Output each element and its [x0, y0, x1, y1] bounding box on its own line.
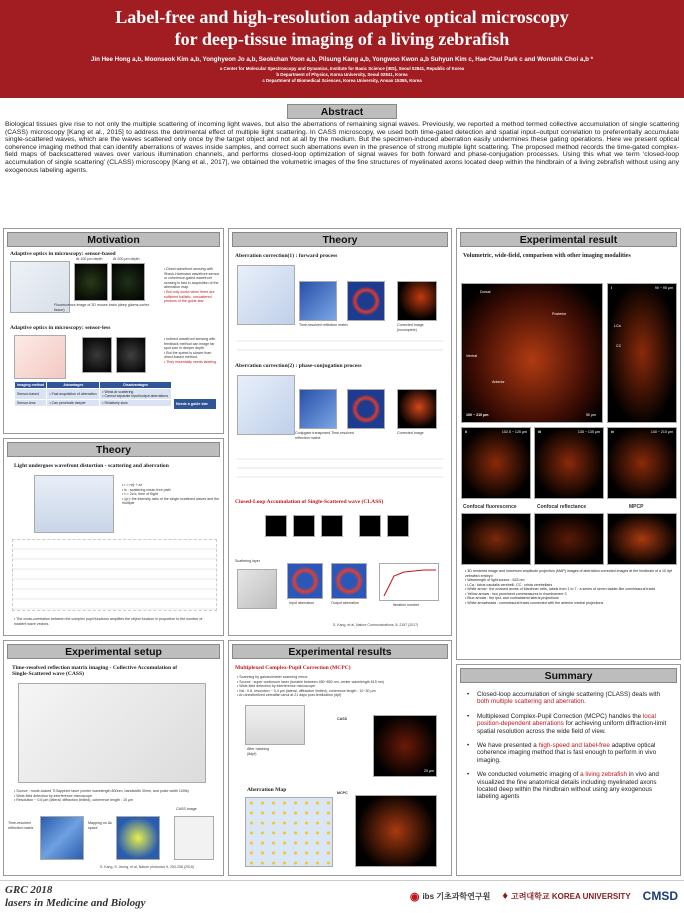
panel-depth-ii: 102.5 ~ 125 μm [501, 430, 527, 434]
aberration-map-grid [245, 797, 333, 867]
logo-row [410, 889, 678, 903]
sensor-less-diagram [14, 335, 66, 379]
table-header: Advantages [47, 382, 100, 389]
class-iteration-2 [293, 515, 315, 537]
class-label-scattering: Scattering layer [235, 559, 260, 563]
summary-text: Closed-loop accumulation of single scattering (CLASS) deals with [477, 691, 661, 698]
convergence-curve [380, 564, 440, 602]
depth-image-200 [111, 263, 145, 301]
conjugate-matrix [299, 389, 337, 429]
class-sample-diagram [237, 569, 277, 609]
depth-label-200: At 200 μm depth [113, 257, 140, 261]
summary-highlight: both multiple scattering and aberration. [477, 698, 586, 706]
table-row [15, 389, 172, 400]
setup-diagram [18, 683, 206, 783]
map-panel-iii [534, 427, 604, 499]
panel-label-ii: ii [465, 430, 467, 434]
motivation-bullet-1b: • But only works when there are sufficient ballistic, unscattered photons of the guide star. [164, 289, 215, 304]
motivation-bullets-1 [164, 267, 222, 304]
title-line-2: for deep-tissue imaging of a living zebrafish [174, 29, 510, 49]
abstract-text: Biological tissues give rise to not only the multiple scattering of incoming light waves, but also the aberrations of remaining signal waves. Previously, we reported a method termed collective accumulation of single scattering (CASS) microscopy [Kang et al., 2015] to address the detrimental effect of multiple light scattering. In CASS microscopy, we used both time-gated detection and spatial input–output correlation to preferentially accumulate single-scattered waves, which are the waves scattered only once by the target object and not at all by the medium. But the specimen-induced aberration easily undermines these gating operations. Here we present optical coherence imaging method that can identify aberrations of waves inside samples, and correct such aberrations even in the presence of strong multiple light scattering. The proposed method records the time-gated complex-field maps of backscattered waves over various illumination channels, and performs closed-loop optimization of signal waves for both forward and phase-conjugation processes. Using this what we term ‘closed-loop accumulation of single scattering’ (CLASS) microscopy [Kang et al., 2017], we obtained the volumetric images of the fine structures of myelinated axons located deep within the hindbrain of a living zebrafish without using any exogenous labeling agents. [5, 121, 679, 174]
theory-footnote: • The cross-correlation between the complex pupil functions amplifies the object function in proportion to the number of incident wave vectors. [14, 617, 203, 626]
legend-item: • τ = 2z/c, time of flight [122, 492, 158, 497]
motivation-heading: Motivation [7, 232, 220, 247]
depth-image-100 [74, 263, 108, 301]
poster-title [0, 0, 684, 50]
dk-space-image [116, 816, 160, 860]
conjugate-equation [237, 451, 443, 485]
forward-corrected-image [397, 281, 437, 321]
motivation-bullet-2c: • They essentially needs labeling. [164, 359, 218, 364]
result-bullet: • An anesthetized zebrafish larva at 21 days post-fertilization (dpf) [237, 693, 342, 698]
theory-legend [122, 483, 220, 506]
theory-left-panel [3, 438, 224, 636]
table-header: Disadvantages [100, 382, 172, 389]
cass-image [174, 816, 214, 860]
affiliations [0, 66, 684, 85]
class-output-aberration [331, 563, 367, 599]
theory-mid-panel [228, 228, 452, 636]
result-right-bullets [465, 569, 675, 605]
theory-mid-heading: Theory [232, 232, 448, 247]
forward-label-matrix: Time-resolved reflection matrix [299, 323, 348, 327]
zebrafish-photo [245, 705, 305, 745]
modality-label-reflectance: Confocal reflectance [537, 504, 587, 510]
summary-highlight: a living zebrafish [580, 771, 628, 779]
cmsd-logo-text: CMSD [642, 889, 678, 903]
forward-label-image: Corrected image (incomplete) [397, 323, 424, 332]
table-row [15, 400, 172, 407]
summary-text: adaptive optical coherence imaging method that is fast enough to perform in vivo imaging. [477, 742, 657, 764]
map-panel-iv [607, 427, 677, 499]
conjugate-label-image: Corrected image [397, 431, 424, 435]
poster-header [0, 0, 684, 98]
table-cell: • Weak at scattering • Cannot separate input/output aberrations [100, 389, 172, 400]
summary-highlight: high-speed and label-free [538, 742, 610, 750]
legend-item: • γ(r): the intensity ratio of the single scattered waves and the multiple [122, 496, 220, 506]
result-bullet: • Wide-field detection by interference microscope [237, 684, 315, 689]
setup-bullet: • Resolution ~ 0.6 μm (lateral, diffraction limited), coherence length : 15 μm [14, 798, 134, 803]
vol-label-scale: 50 μm [585, 413, 596, 418]
mcpc-result-image [355, 795, 437, 867]
legend-item: • ls : scattering mean free path [122, 487, 171, 492]
mpcp-image [607, 513, 677, 565]
results-label-aberration-map: Aberration Map [247, 787, 287, 793]
ku-crest-icon: ♦ [502, 890, 508, 902]
abstract-heading: Abstract [287, 104, 397, 119]
panel-label-lca: LCa [614, 324, 621, 328]
conjugate-corrected-image [397, 389, 437, 429]
motivation-bullet-2b: • But the speed is slower than direct-based method. [164, 350, 212, 360]
summary-highlight: local position-dependent aberrations [477, 712, 656, 728]
setup-sub: Time-resolved reflection matrix imaging - Collective Accumulation of Single-Scattered wave (CASS) [12, 665, 178, 677]
affiliation-b: b Department of Physics, Korea University, Seoul 02841, Korea [276, 72, 408, 78]
theory-left-heading: Theory [7, 442, 220, 457]
summary-list [457, 691, 680, 801]
results-label-cass: CASS [337, 717, 347, 721]
table-cell: Sensor-based [15, 389, 47, 400]
result-bullet: • Source : super continuum laser (tunable between 450~850 nm, center wavelength 615 nm) [237, 679, 384, 684]
panel-depth-iv: 140 ~ 210 μm [650, 430, 673, 434]
setup-bullets [14, 789, 214, 803]
class-convergence-plot [379, 563, 439, 601]
result-right-sub: Volumetric, wide-field, comparison with other imaging modalities [463, 253, 631, 259]
motivation-bullet-1a: • Direct wavefront sensing with Shack-Hartmann wavefront sensor or coherence-gated wavefront sensing is fast in acquisition of the aberration map. [164, 267, 220, 290]
results-label-hatching: After hatching (8dpf) [247, 747, 270, 756]
vol-label-anterior: Anterior [492, 380, 505, 384]
summary-heading: Summary [460, 668, 677, 683]
summary-item [463, 713, 674, 735]
class-iteration-4 [359, 515, 381, 537]
reflection-matrix-image [40, 816, 84, 860]
panel-depth-i: 90 ~ 95 μm [654, 286, 673, 290]
ibs-mark-icon: ◉ [409, 890, 420, 903]
summary-item [463, 771, 674, 801]
map-panel-ii [461, 427, 531, 499]
modality-label-fluorescence: Confocal fluorescence [463, 504, 517, 510]
ibs-logo [410, 890, 491, 903]
result-right-bullet: • LCa : lobus caudalis cerebelli, CC : crista cerebellaris [465, 582, 553, 587]
forward-matrix [299, 281, 337, 321]
summary-text: in vivo and visualized the fine anatomical details including myelinated axons located deep within the hindbrain without using any exogenous labeling agents [477, 771, 659, 801]
comparison-table [14, 381, 172, 407]
setup-citation: S. Kang, S. Jeong, et al, Nature photonics 9, 253-258 (2015) [100, 865, 194, 869]
class-input-aberration [287, 563, 323, 599]
abstract-section [0, 104, 684, 224]
modality-label-mpcp: MPCP [629, 504, 644, 510]
affiliation-c: c Department of Biomedical Sciences, Korea University, Ansan 15355, Korea [262, 78, 422, 84]
conference-line-1: GRC 2018 [5, 884, 53, 896]
result-right-bullet: • 3D rendered image and maximum amplitude projection (MAP) images of aberration corrected images at the hindbrain of a 10 dpf zebrafish embryo [465, 569, 673, 578]
poster-footer [0, 880, 684, 913]
table-cell: • Fast acquisition of aberration [47, 389, 100, 400]
setup-heading: Experimental setup [7, 644, 220, 659]
class-iteration-5 [387, 515, 409, 537]
result-right-bullet: • Yellow arrows : two prominent commeasures in rhombomere 3 [465, 591, 567, 596]
setup-label-mapping: Mapping on Δk space [88, 821, 112, 830]
author-list: Jin Hee Hong a,b, Moonseok Kim a,b, Yonghyeon Jo a,b, Seokchan Yoon a,b, Pilsung Kang a,b, Yongwoo Kwon a,b Suhyun Kim c, Hae-Chul Park c and Wonshik Choi a,b * [90, 56, 594, 63]
volume-render [461, 283, 603, 423]
vol-label-dorsal: Dorsal [480, 290, 491, 294]
conjugate-label-matrix: Conjugate transposed Time-resolved reflection matrix [295, 431, 354, 440]
summary-text: Multiplexed Complex-Pupil Correction (MCPC) handles the [477, 712, 643, 720]
summary-panel [456, 664, 681, 876]
summary-text: We conducted volumetric imaging of [477, 771, 581, 779]
sensor-less-image-2 [116, 337, 146, 373]
result-right-bullet: • Wavelength of light source : 633 nm [465, 578, 525, 582]
theory-mid-sub3: Closed-Loop Accumulation of Single-Scattered wave (CLASS) [235, 499, 384, 505]
class-label-iteration: Iteration number [393, 603, 420, 607]
setup-label-cass: CASS image [176, 807, 197, 811]
ibs-logo-text: ibs 기초과학연구원 [422, 891, 491, 901]
panel-label-iii: iii [538, 430, 541, 434]
results-mid-panel [228, 640, 452, 876]
results-mid-bullets [237, 675, 445, 698]
result-bullet: • NA : 0.8, resolution ~ 0.4 μm (lateral, diffraction limited), coherence length : 10~30 μm [237, 688, 376, 693]
theory-mid-sub2: Aberration correction(2) : phase-conjugation process [235, 363, 362, 369]
result-bullet: • Scanning by galvanometer scanning mirror [237, 675, 308, 679]
theory-mid-sub1: Aberration correction(1) : forward process [235, 253, 338, 259]
result-right-bullet: • White arrowheads : commissural tracts connected with the anterior medial projections [465, 600, 604, 605]
motivation-caption: Fluorescence image of 3D mouse brain (deep glioma cortex tissue) [54, 303, 150, 312]
table-header-row [15, 382, 172, 389]
equation-block [12, 539, 217, 611]
panel-label-i: i [611, 286, 612, 290]
forward-process-diagram [237, 265, 295, 325]
setup-bullet: • Source : mode-locked Ti:Sapphire laser (center wavelength 800nm, bandwidth 30nm, and pulse width 100fs) [14, 789, 189, 793]
table-cell: • Relatively slow [100, 400, 172, 407]
title-line-1: Label-free and high-resolution adaptive optical microscopy [115, 7, 569, 27]
result-right-bullet: • White arrow : the crossed axons of Mauthner cells, labels from 1 to 7 : a series of seven ladder-like commissural tracts [465, 587, 656, 591]
vol-label-ventral: Ventral [466, 354, 478, 358]
result-right-panel [456, 228, 681, 660]
results-mid-heading: Experimental results [232, 644, 448, 659]
motivation-panel [3, 228, 224, 434]
class-iteration-3 [321, 515, 343, 537]
setup-label-matrix: Time-resolved reflection matrix [8, 821, 34, 830]
confocal-fluorescence-image [461, 513, 531, 565]
panel-label-cc: CC [616, 344, 622, 348]
conference-line-2: lasers in Medicine and Biology [5, 897, 146, 909]
conjugate-ring [347, 389, 385, 429]
summary-item [463, 742, 674, 764]
panel-depth-iii: 135 ~ 135 μm [577, 430, 600, 434]
class-iteration-1 [265, 515, 287, 537]
confocal-reflectance-image [534, 513, 604, 565]
cmsd-logo [643, 889, 678, 903]
conference-name [5, 884, 146, 910]
phase-conjugation-diagram [237, 375, 295, 435]
map-panel-i [607, 283, 677, 423]
table-cell: Sensor-less [15, 400, 47, 407]
summary-text: for achieving uniform diffraction-limit spatial resolution across the wide field of view. [477, 720, 667, 735]
result-right-heading: Experimental result [460, 232, 677, 247]
motivation-bullet-2a: • Indirect wavefront sensing with feedback method can image far spot size in deeper depth. [164, 337, 216, 351]
panel-label-iv: iv [611, 430, 614, 434]
forward-equation [237, 333, 443, 357]
result-right-bullet: • Blue arrows : the ipsi- and contralateral lateral projections [465, 596, 559, 600]
guide-star-note: Needs a guide star [174, 399, 216, 409]
motivation-sub-sensor-less: Adaptive optics in microscopy: sensor-less [10, 325, 111, 331]
cass-result-image [373, 715, 437, 777]
motivation-sub-sensor-based: Adaptive optics in microscopy: sensor-based [10, 251, 116, 257]
korea-university-logo [502, 890, 630, 902]
affiliation-a: a Center for Molecular Spectroscopy and Dynamics, Institute for Basic Science (IBS), Seoul 02841, Republic of Korea [219, 66, 465, 71]
vol-label-depth: 100 ~ 210 μm [466, 413, 489, 418]
motivation-bullets-2 [164, 337, 222, 365]
results-mid-sub: Multiplexed Complex-Pupil Correction (MCPC) [235, 665, 351, 671]
scattering-diagram [34, 475, 114, 533]
depth-label-100: At 100 μm depth [76, 257, 103, 261]
ku-logo-text: 고려대학교 KOREA UNIVERSITY [510, 891, 631, 901]
theory-left-sub: Light undergoes wavefront distortion - scattering and aberration [14, 463, 169, 469]
class-label-input: Input aberration [289, 601, 315, 605]
setup-bullet: • Wide-field detection by interference microscope [14, 793, 92, 798]
table-cell: • Can penetrate deeper [47, 400, 100, 407]
forward-ring [347, 281, 385, 321]
vol-label-posterior: Posterior [552, 312, 567, 316]
results-label-mcpc: MCPC [337, 791, 348, 795]
summary-text: We have presented a [477, 742, 539, 750]
sensor-less-image-1 [82, 337, 112, 373]
scale-bar-label: 20 μm [423, 769, 434, 774]
summary-item [463, 691, 674, 706]
setup-panel [3, 640, 224, 876]
legend-item: • r = rxy̌ + zž [122, 483, 143, 487]
class-label-output: Output aberration [331, 601, 359, 605]
theory-mid-citation: S. Kang, et al, Nature Communications, 8, 2157 (2017) [333, 623, 419, 627]
table-header: Imaging method [15, 382, 47, 389]
